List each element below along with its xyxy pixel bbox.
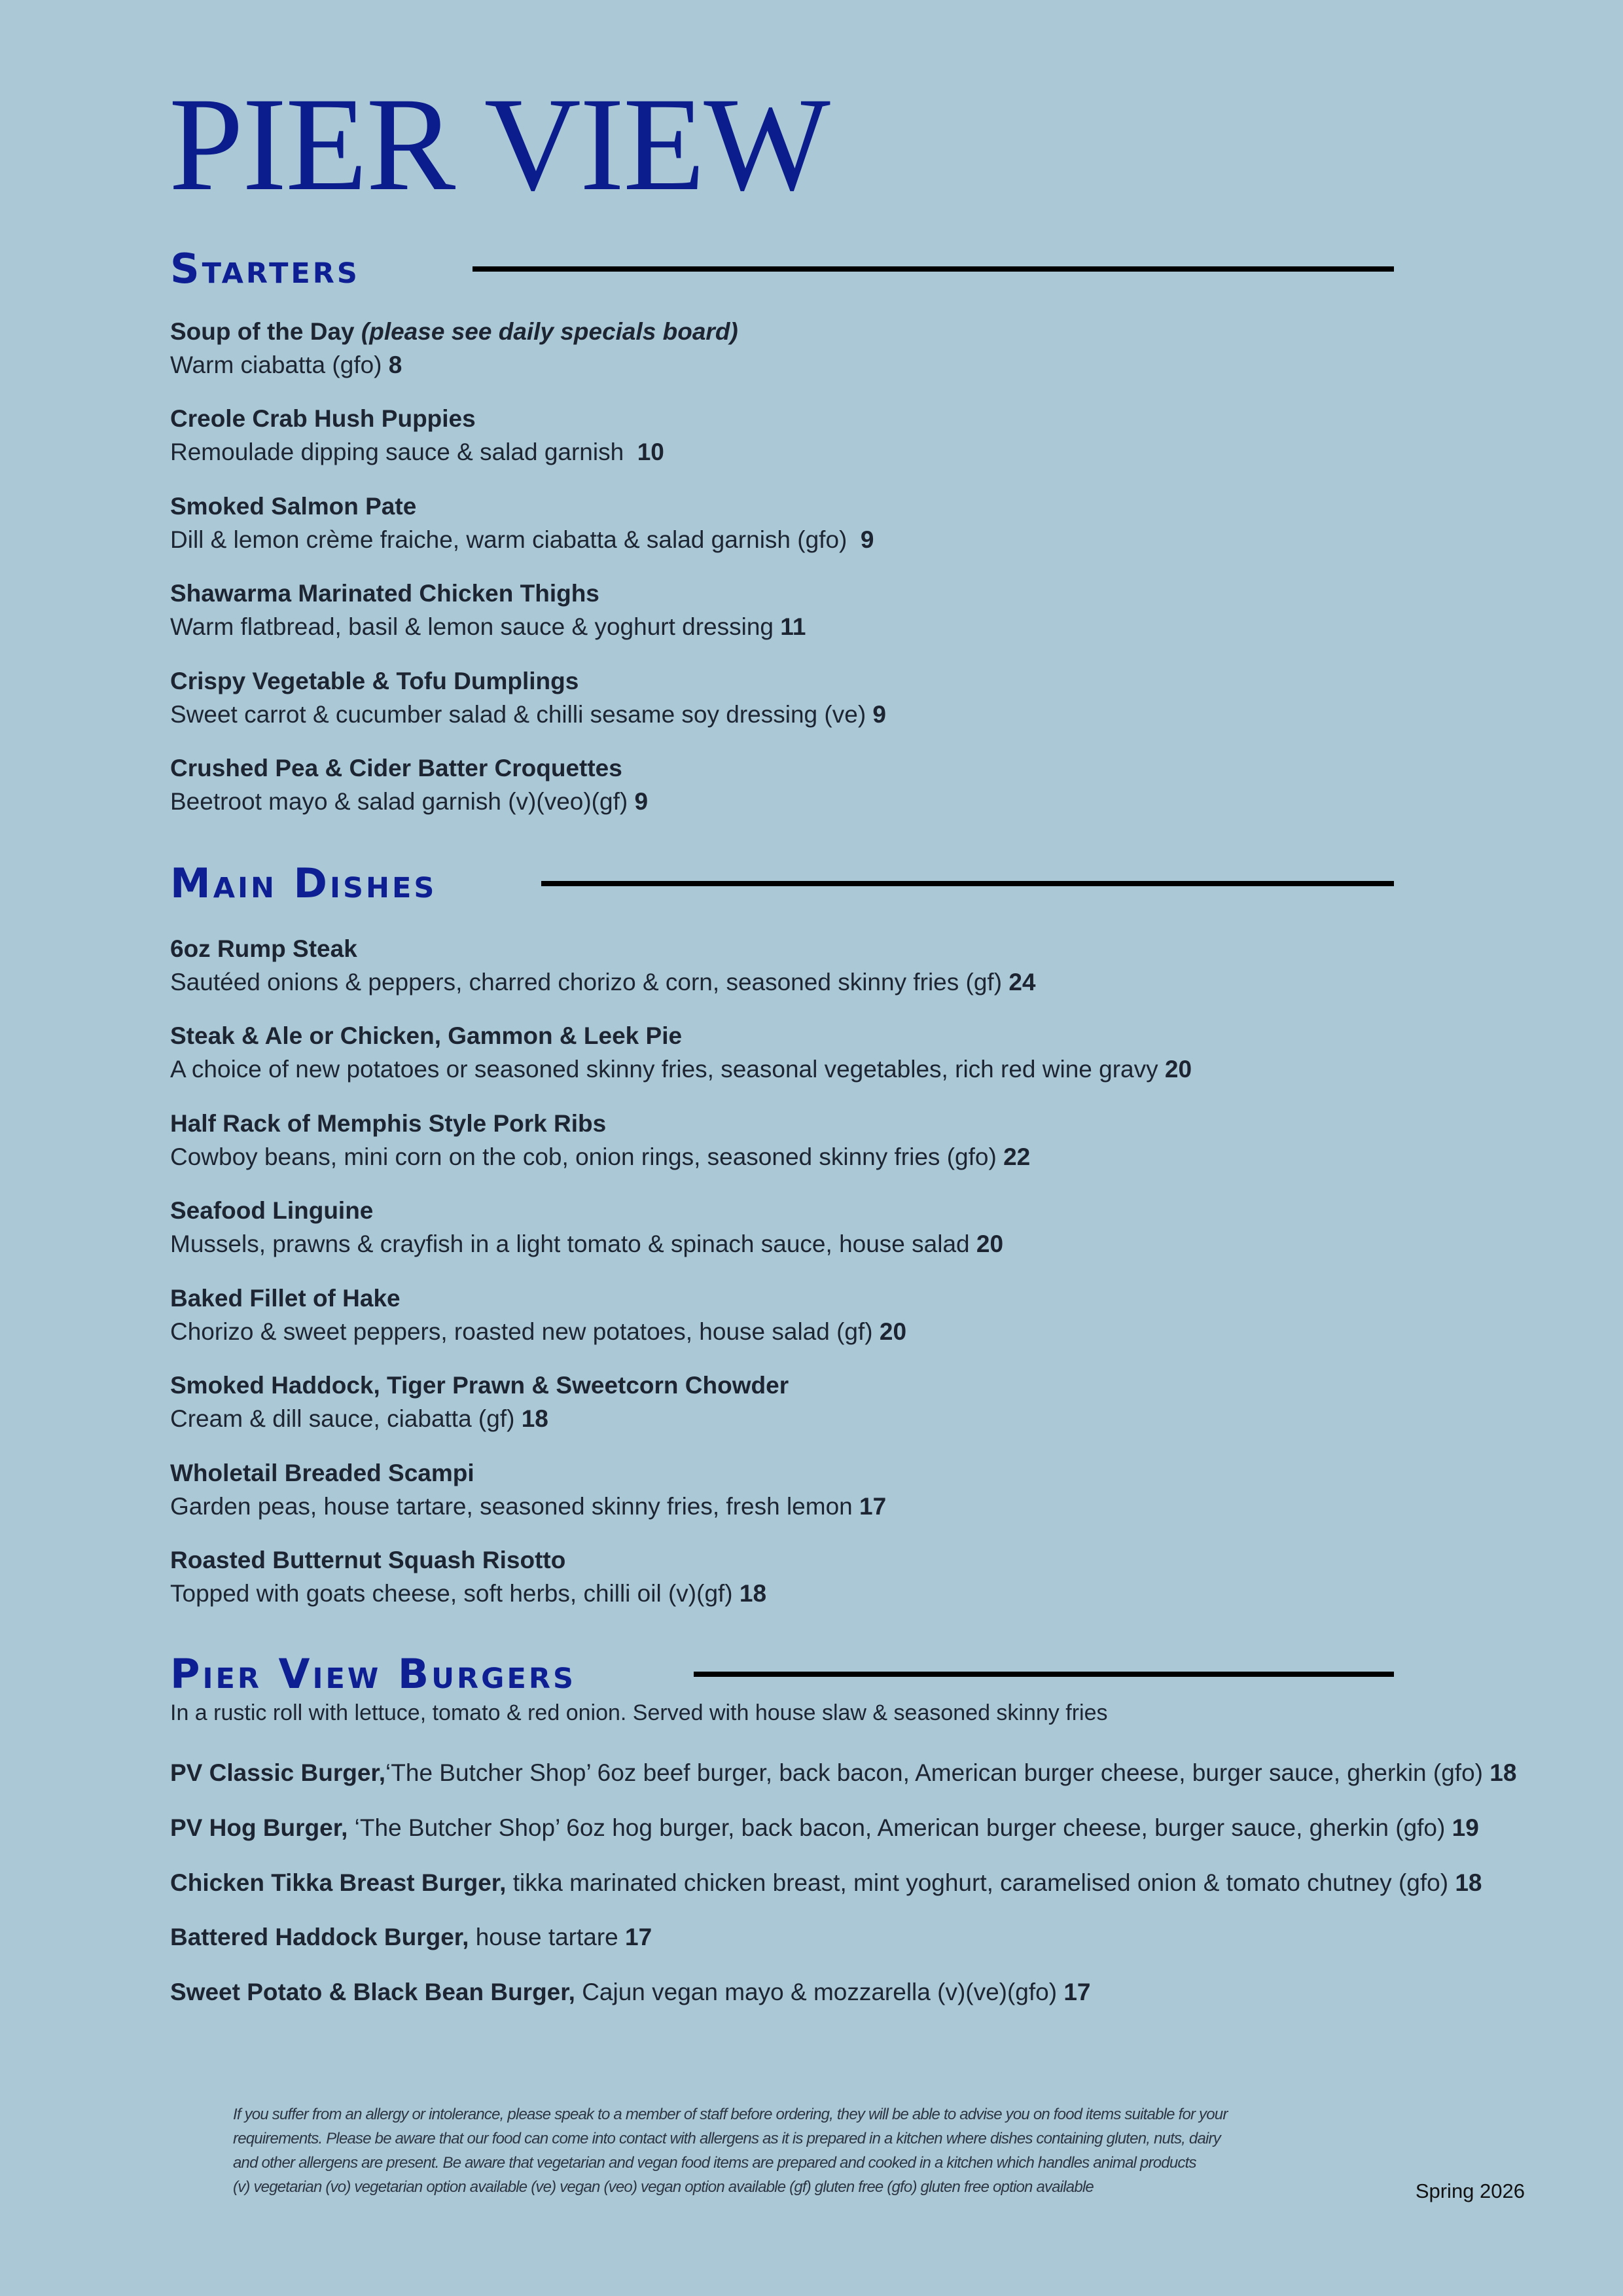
menu-item	[170, 1194, 1003, 1261]
item-price: 9	[860, 526, 874, 553]
menu-item	[170, 1456, 886, 1523]
item-name: Crispy Vegetable & Tofu Dumplings	[170, 668, 579, 694]
starters-divider	[473, 266, 1394, 272]
item-price: 20	[1164, 1056, 1192, 1083]
item-price: 9	[872, 701, 886, 728]
item-name: Soup of the Day	[170, 318, 355, 345]
menu-item	[170, 490, 874, 556]
item-name: Smoked Salmon Pate	[170, 493, 417, 520]
item-name: Sweet Potato & Black Bean Burger,	[170, 1979, 575, 2005]
menu-item	[170, 1543, 766, 1610]
item-description: ‘The Butcher Shop’ 6oz beef burger, back bacon, American burger cheese, burger sauce, gherkin (gfo)	[385, 1759, 1483, 1786]
item-price: 17	[625, 1924, 652, 1950]
starters-header	[170, 245, 1394, 293]
item-name: Creole Crab Hush Puppies	[170, 405, 476, 432]
burgers-title: Pier View Burgers	[170, 1650, 576, 1698]
item-description: Garden peas, house tartare, seasoned skinny fries, fresh lemon	[170, 1493, 853, 1520]
item-description: Remoulade dipping sauce & salad garnish	[170, 439, 624, 465]
item-name: 6oz Rump Steak	[170, 935, 357, 962]
item-name: Chicken Tikka Breast Burger,	[170, 1869, 507, 1896]
item-description: house tartare	[475, 1924, 618, 1950]
item-description: tikka marinated chicken breast, mint yoghurt, caramelised onion & tomato chutney (gfo)	[512, 1869, 1449, 1896]
burgers-divider	[694, 1672, 1394, 1677]
allergy-line: If you suffer from an allergy or intolerance, please speak to a member of staff before ordering, they will be able to advise you on food items suitable for your	[233, 2106, 1228, 2123]
item-name: Steak & Ale or Chicken, Gammon & Leek Pie	[170, 1022, 683, 1049]
item-name: Roasted Butternut Squash Risotto	[170, 1547, 566, 1573]
item-description: Sweet carrot & cucumber salad & chilli sesame soy dressing (ve)	[170, 701, 866, 728]
menu-item	[170, 1369, 789, 1435]
item-description: ‘The Butcher Shop’ 6oz hog burger, back bacon, American burger cheese, burger sauce, gherkin (gfo)	[348, 1814, 1446, 1841]
item-description: Cream & dill sauce, ciabatta (gf)	[170, 1405, 515, 1432]
season-label: Spring 2026	[1415, 2179, 1525, 2202]
item-price: 20	[976, 1230, 1004, 1257]
menu-item	[170, 315, 738, 382]
item-price: 10	[637, 439, 664, 465]
item-description: Chorizo & sweet peppers, roasted new potatoes, house salad (gf)	[170, 1318, 873, 1345]
burger-item	[170, 1812, 1479, 1844]
menu-item	[170, 577, 806, 643]
menu-item	[170, 1019, 1192, 1086]
item-name: PV Classic Burger,	[170, 1759, 386, 1786]
item-description: Beetroot mayo & salad garnish (v)(veo)(gf)	[170, 788, 628, 815]
item-description: Dill & lemon crème fraiche, warm ciabatta & salad garnish (gfo)	[170, 526, 847, 553]
item-price: 9	[634, 788, 649, 815]
item-name: Half Rack of Memphis Style Pork Ribs	[170, 1110, 607, 1137]
starters-title: Starters	[170, 245, 360, 293]
burger-item	[170, 1976, 1091, 2009]
item-name: Shawarma Marinated Chicken Thighs	[170, 580, 599, 607]
item-description: Cajun vegan mayo & mozzarella (v)(ve)(gfo)	[582, 1979, 1058, 2005]
burger-item	[170, 1757, 1516, 1789]
item-description: Cowboy beans, mini corn on the cob, onion rings, seasoned skinny fries (gfo)	[170, 1143, 997, 1170]
item-name: Wholetail Breaded Scampi	[170, 1460, 474, 1486]
item-description: Topped with goats cheese, soft herbs, chilli oil (v)(gf)	[170, 1580, 733, 1607]
item-price: 19	[1452, 1814, 1479, 1841]
allergy-line: (v) vegetarian (vo) vegetarian option available (ve) vegan (veo) vegan option available (gf) gluten free (gfo) gluten free option available	[233, 2178, 1094, 2196]
item-price: 8	[388, 351, 402, 378]
item-note: (please see daily specials board)	[361, 318, 738, 345]
item-description: Mussels, prawns & crayfish in a light tomato & spinach sauce, house salad	[170, 1230, 970, 1257]
mains-divider	[541, 881, 1394, 886]
allergy-notice	[233, 2102, 1398, 2199]
item-description: Warm flatbread, basil & lemon sauce & yoghurt dressing	[170, 613, 774, 640]
burgers-header	[170, 1650, 1394, 1698]
item-price: 18	[1455, 1869, 1482, 1896]
menu-item	[170, 751, 648, 818]
item-price: 17	[1063, 1979, 1091, 2005]
mains-title: Main Dishes	[170, 859, 437, 907]
menu-item	[170, 932, 1035, 999]
item-name: Battered Haddock Burger,	[170, 1924, 469, 1950]
item-name: PV Hog Burger,	[170, 1814, 348, 1841]
item-name: Crushed Pea & Cider Batter Croquettes	[170, 755, 622, 781]
menu-item	[170, 664, 886, 731]
menu-item	[170, 402, 664, 469]
burger-item	[170, 1867, 1482, 1899]
menu-item	[170, 1107, 1030, 1174]
item-description: Warm ciabatta (gfo)	[170, 351, 382, 378]
mains-header	[170, 859, 1394, 907]
item-name: Seafood Linguine	[170, 1197, 374, 1224]
item-description: A choice of new potatoes or seasoned skinny fries, seasonal vegetables, rich red wine gravy	[170, 1056, 1158, 1083]
item-price: 18	[739, 1580, 767, 1607]
burgers-intro: In a rustic roll with lettuce, tomato & red onion. Served with house slaw & seasoned skinny fries	[170, 1700, 1108, 1725]
item-price: 22	[1003, 1143, 1031, 1170]
item-price: 20	[879, 1318, 907, 1345]
item-price: 17	[859, 1493, 887, 1520]
menu-item	[170, 1282, 906, 1348]
item-price: 18	[1489, 1759, 1517, 1786]
item-name: Smoked Haddock, Tiger Prawn & Sweetcorn Chowder	[170, 1372, 789, 1399]
item-price: 11	[780, 613, 806, 640]
item-name: Baked Fillet of Hake	[170, 1285, 401, 1312]
item-description: Sautéed onions & peppers, charred chorizo & corn, seasoned skinny fries (gf)	[170, 969, 1003, 996]
allergy-line: and other allergens are present. Be aware that vegetarian and vegan food items are prepared and cooked in a kitchen which handles animal products	[233, 2154, 1196, 2172]
allergy-line: requirements. Please be aware that our food can come into contact with allergens as it is prepared in a kitchen where dishes containing gluten, nuts, dairy	[233, 2130, 1221, 2147]
restaurant-name: PIER VIEW	[169, 70, 829, 219]
burger-item	[170, 1921, 652, 1954]
item-price: 18	[521, 1405, 548, 1432]
item-price: 24	[1008, 969, 1036, 996]
